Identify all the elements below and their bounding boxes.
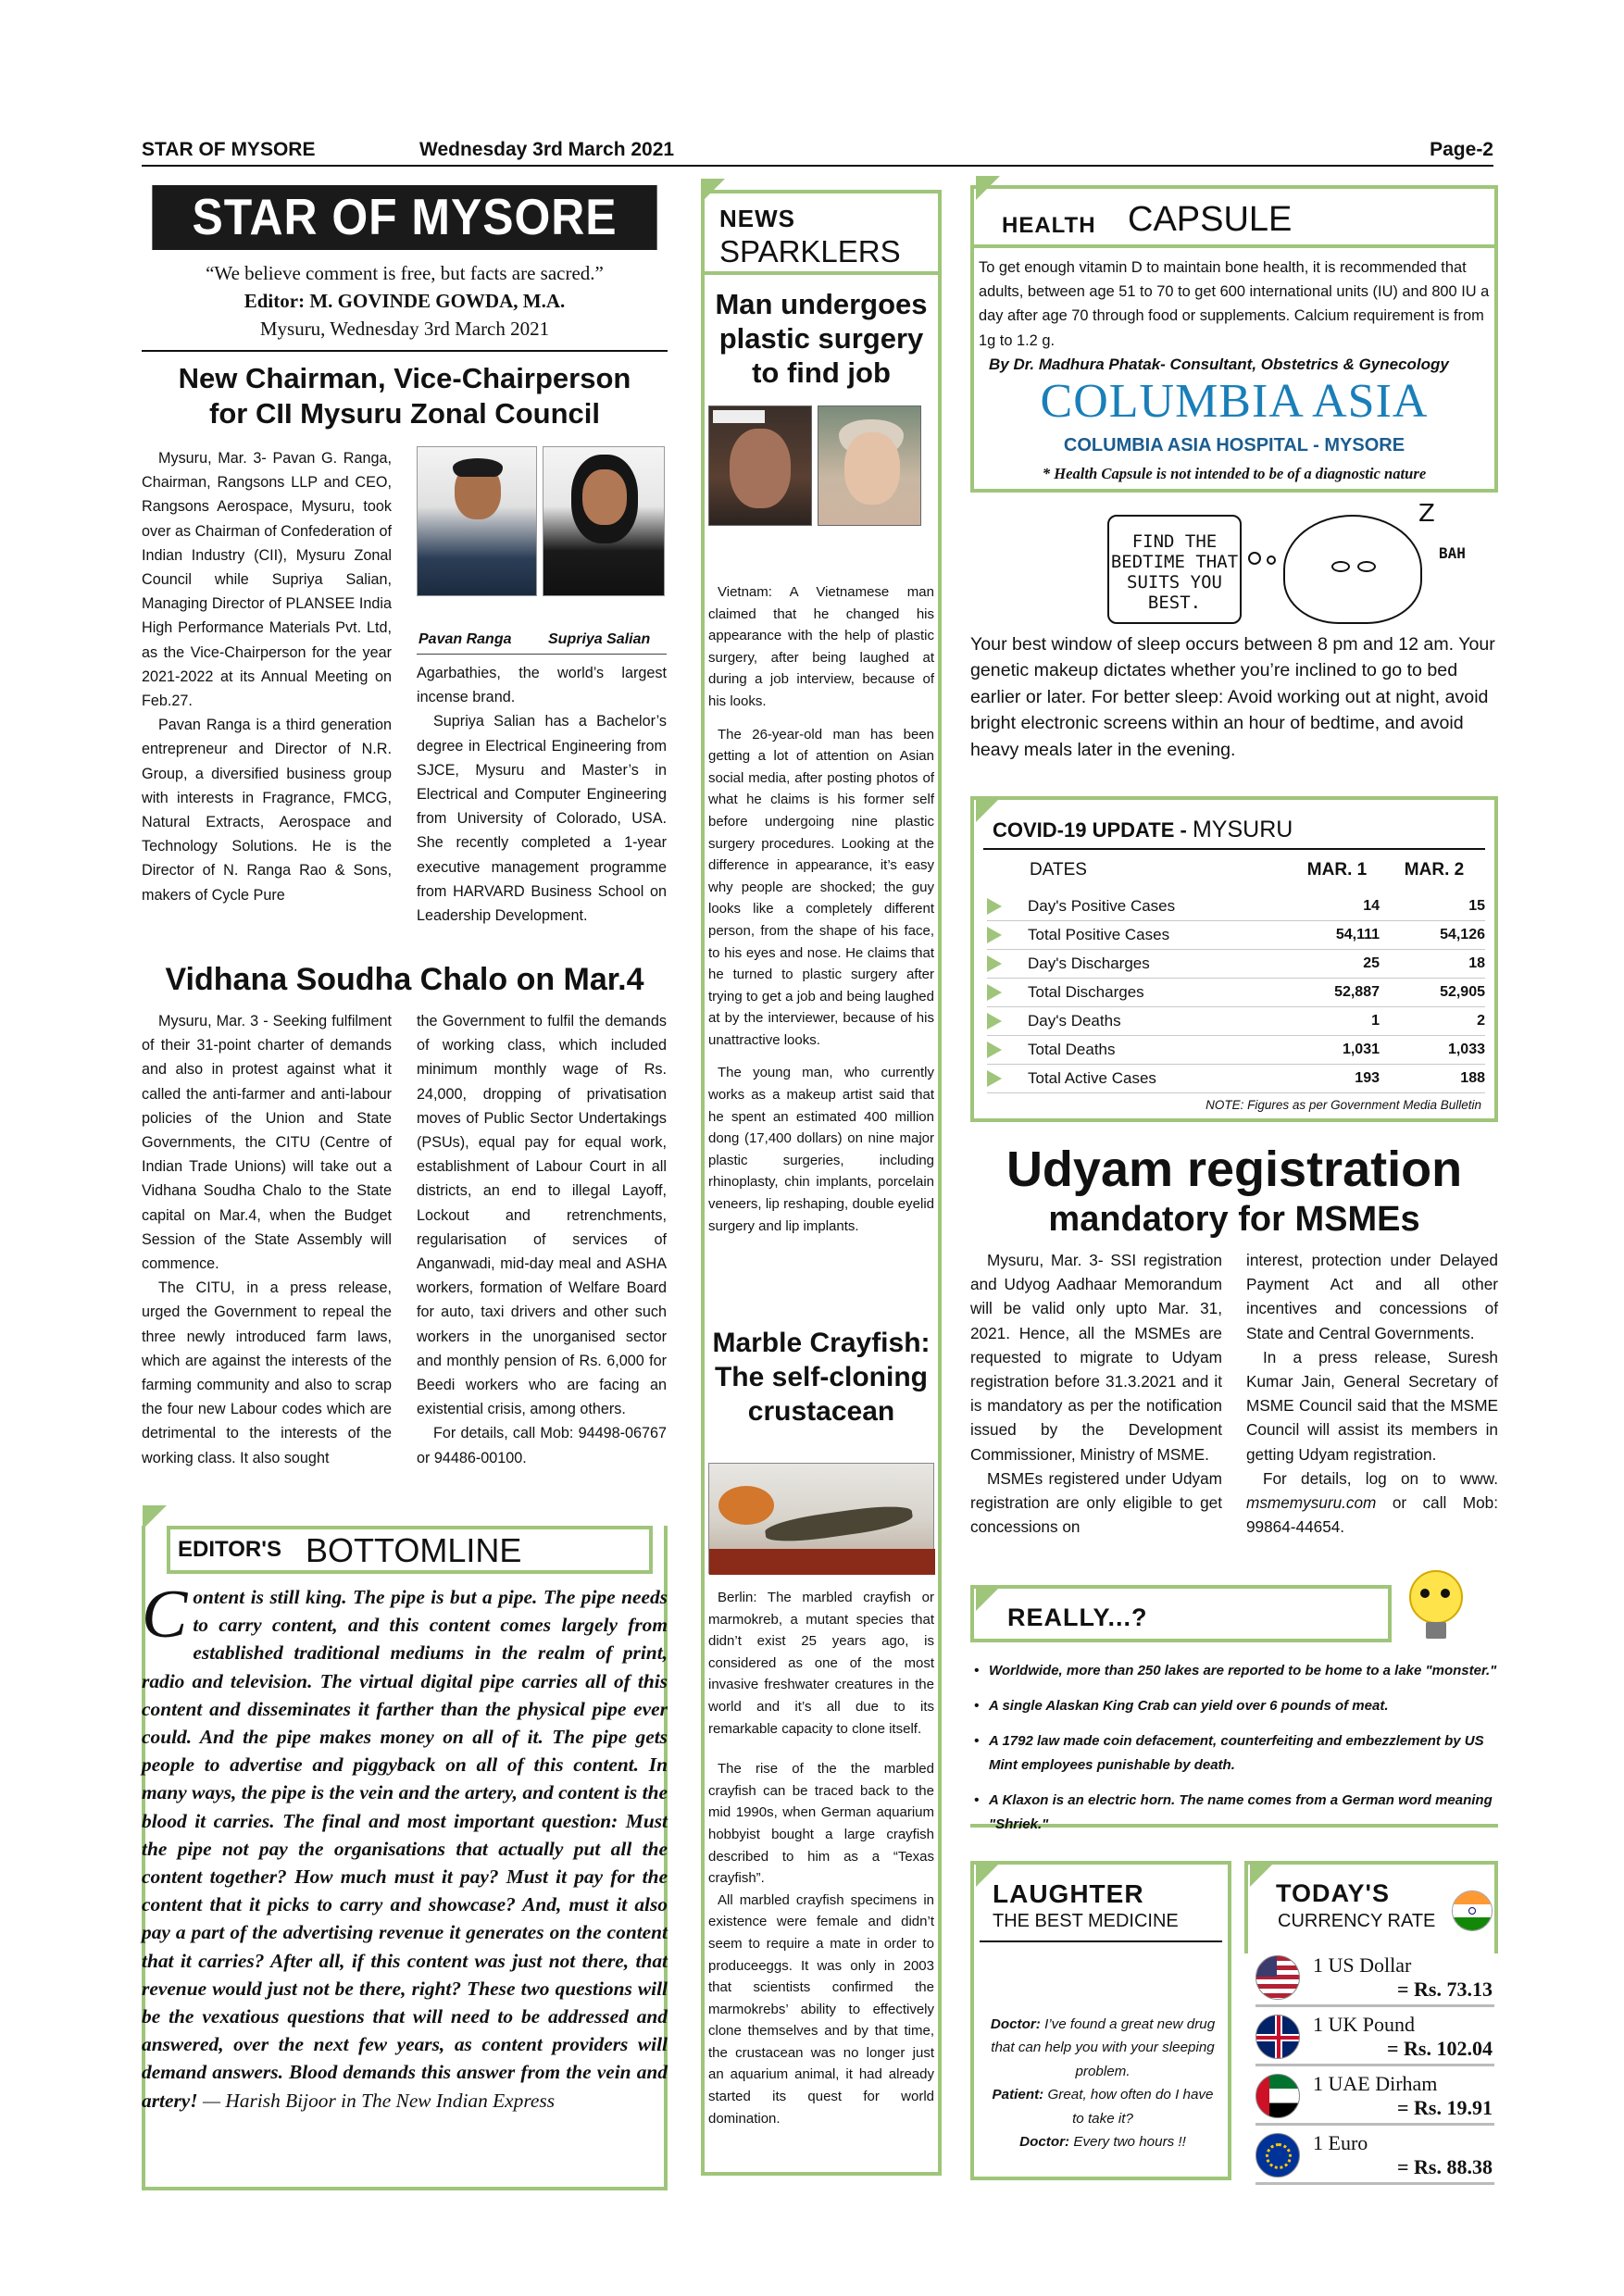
covid-value-mar2: 188 [1460, 1070, 1485, 1086]
udyam-details-text: For details, log on to www. [1263, 1468, 1498, 1488]
sparklers-a1-para-1: Vietnam: A Vietnamese man claimed that he changed his appearance with the help of plastic surgery, after being laughed at during a job interview, because of his looks. [708, 584, 934, 709]
covid-row [987, 921, 1485, 950]
page-number: Page-2 [1430, 139, 1493, 160]
vidhana-para-2: The CITU, in a press release, urged the Government to repeal the three newly introduced farm laws, which are against the interests of the farming community and also to scrap the four new Labour codes which are detrimental to the interests of the working class. It also sought [142, 1279, 392, 1466]
arrow-right-icon [987, 1042, 1002, 1058]
covid-value-mar1: 14 [1363, 898, 1380, 914]
cii-col2 [417, 661, 667, 928]
covid-value-mar2: 54,126 [1440, 927, 1485, 942]
caption-supriya: Supriya Salian [548, 631, 651, 647]
lightbulb-icon [1402, 1565, 1470, 1646]
udyam-headline-1: Udyam registration [1006, 1142, 1463, 1197]
currency-rate: = Rs. 88.38 [1397, 2155, 1493, 2178]
udyam-headline-2: mandatory for MSMEs [1048, 1200, 1420, 1239]
laughter-title: LAUGHTER [993, 1879, 1144, 1908]
cii-headline [142, 361, 668, 431]
cartoon-z: Z [1418, 500, 1435, 528]
covid-row-label: Day's Deaths [1028, 1012, 1121, 1029]
sparklers-a1-para-2: The 26-year-old man has been getting a lot of attention on Asian social media, after posting photos of what he claims is his former self before undergoing nine plastic surgery procedures. Looking at the difference in appearance, it’s easy why people are shocked; the guy looks like a completely different person, from the shape of his face, to his eyes and nose. He claims that he turned to plastic surgery after trying to get a job and being laughed at by the interviewer, because of his unattractive looks. [708, 726, 934, 1048]
currency-rate: = Rs. 73.13 [1397, 1978, 1493, 2001]
currency-row [1255, 1950, 1494, 2007]
covid-box [970, 796, 1498, 1122]
uae-flag-icon [1255, 2074, 1300, 2118]
covid-value-mar2: 15 [1468, 898, 1485, 914]
sparklers-article-1 [708, 581, 934, 1237]
sparklers-a1-para-3: The young man, who currently works as a makeup artist said that he spent an estimated 400 million dong (17,400 dollars) on nine major plastic surgeries, including rhinoplasty, chin implants, porcelain veneers, lip reshaping, double eyelid surgery and lip implants. [708, 1065, 934, 1234]
bottomline-dropcap: C [142, 1577, 188, 1653]
covid-note: NOTE: Figures as per Government Media Bulletin [1206, 1098, 1481, 1112]
masthead-motto: “We believe comment is free, but facts are sacred.” [206, 262, 604, 284]
health-label-small: HEALTH [1002, 213, 1096, 238]
laughter-box [970, 1861, 1231, 2180]
laughter-sub: THE BEST MEDICINE [993, 1911, 1179, 1931]
currency-name: 1 UAE Dirham [1313, 2072, 1438, 2095]
covid-row-label: Day's Discharges [1028, 955, 1150, 972]
currency-rate: = Rs. 102.04 [1387, 2037, 1493, 2060]
currency-name: 1 Euro [1313, 2131, 1368, 2154]
covid-row [987, 979, 1485, 1007]
vidhana-para-1: Mysuru, Mar. 3 - Seeking fulfilment of their 31-point charter of demands and also in protest against what it called the anti-farmer and anti-labour policies of the Union and State Governments, the CITU (Centre of Indian Trade Unions) will take out a Vidhana Soudha Chalo to the State capital on Mar.4, when the Budget Session of the State Assembly will commence. [142, 1013, 392, 1273]
currency-sub: CURRENCY RATE [1278, 1911, 1436, 1931]
joke-line-1: I’ve found a great new drug that can help you with your sleeping problem. [991, 2016, 1216, 2079]
covid-value-mar1: 1,031 [1342, 1042, 1380, 1057]
health-label-big: CAPSULE [1128, 200, 1293, 239]
vidhana-para-3: the Government to fulfil the demands of working class, which included minimum monthly wage of Rs. 24,000, dropping of privatisation moves of Public Sector Undertakings (PSUs), equal pay for equal work, establishment of Labour Court in all districts, an end to illegal Layoff, Lockout and retrenchments, regularisation of services of Anganwadi, mid-day meal and ASHA workers, formation of Welfare Board for auto, taxi drivers and other such workers in the unorganised sector and monthly pension of Rs. 6,000 for Beedi workers who are facing an existential crisis, among others. [417, 1013, 667, 1418]
currency-box [1244, 1861, 1498, 1953]
joke-speaker-3: Doctor: [1019, 2134, 1070, 2151]
arrow-right-icon [987, 984, 1002, 1001]
covid-row-label: Total Positive Cases [1028, 926, 1170, 943]
cii-headline-line1: New Chairman, Vice-Chairperson [178, 362, 631, 394]
covid-value-mar1: 54,111 [1335, 927, 1380, 942]
udyam-headline [970, 1141, 1498, 1241]
crayfish-photo [708, 1463, 934, 1574]
currency-row [1255, 2009, 1494, 2066]
eu-flag-icon [1255, 2133, 1300, 2177]
really-header [970, 1585, 1392, 1642]
arrow-right-icon [987, 1070, 1002, 1087]
us-flag-icon [1255, 1955, 1300, 2000]
covid-value-mar2: 18 [1468, 955, 1485, 971]
udyam-para-5 [1246, 1466, 1498, 1540]
laughter-joke [987, 2013, 1218, 2153]
health-text: To get enough vitamin D to maintain bone health, it is recommended that adults, between age 51 to 70 to get 600 international units (IU) and 800 IU a day after age 70 through food or supplements. Calcium requirement is from 1g to 1.2 g. [979, 259, 1490, 349]
hospital-name: COLUMBIA ASIA HOSPITAL - MYSORE [1063, 435, 1405, 455]
bottomline-body: ontent is still king. The pipe is but a pipe. The pipe needs to carry content, and this content comes largely from established traditional mediums in the realm of print, radio and television. The virtual digital pipe carries all of this content and disseminates it farther than the physical pipe ever could. And the pipe makes money on all of it. The pipe gets people to advertise and piggyback on all of this content. In many ways, the pipe is the vein and the artery, and content is the blood it carries. The final and most important question: Must the pipe not pay the organisations that actually put all the content together? How much must it pay? Must it pay for the content that it picks to carry and showcase? And, must it also pay a part of the advertising revenue it generates on the content that it carries? After all, if this content was just not there, that revenue would just not be there, right? These two questions will be the vexatious questions that will need to be addressed and answered, over the next few years, as content providers will demand answers. Blood demands this answer from the vein and artery! [142, 1586, 668, 2112]
cii-para-1: Mysuru, Mar. 3- Pavan G. Ranga, Chairman, Rangsons LLP and CEO, Rangsons Aerospace, Mysuru, took over as Chairman of Confederation of Indian Industry (CII), Mysuru Zonal Council while Supriya Salian, Managing Director of PLANSEE India High Performance Materials Pvt. Ltd, as the Vice-Chairperson for the year 2021-2022 at its Annual Meeting on Feb.27. [142, 450, 392, 710]
joke-line-2: Great, how often do I have to take it? [1043, 2087, 1214, 2127]
divider [417, 654, 667, 655]
sparklers-a2-para-2: The rise of the the marbled crayfish can be traced back to the mid 1990s, when German aquarium hobbyist bought a large crayfish described to him as a “Texas crayfish”. [708, 1761, 934, 1887]
paper-name: STAR OF MYSORE [142, 139, 316, 160]
covid-row [987, 1007, 1485, 1036]
really-title: REALLY...? [1007, 1603, 1148, 1631]
cii-para-2: Pavan Ranga is a third generation entrepreneur and Director of N.R. Group, a diversified business group with interests in Fragrance, FMCG, Natural Extracts, Aerospace and Technology Solutions. He is the Director of N. Ranga Rao & Sons, makers of Cycle Pure [142, 717, 392, 904]
currency-name: 1 US Dollar [1313, 1953, 1412, 1977]
arrow-right-icon [987, 898, 1002, 915]
covid-value-mar1: 193 [1355, 1070, 1380, 1086]
currency-rate: = Rs. 19.91 [1397, 2096, 1493, 2119]
sleep-cartoon [1098, 500, 1487, 628]
vidhana-para-4: For details, call Mob: 94498-06767 or 94486-00100. [417, 1425, 667, 1466]
vidhana-headline: Vidhana Soudha Chalo on Mar.4 [165, 962, 644, 997]
really-list [974, 1659, 1498, 1848]
cii-para-4: Supriya Salian has a Bachelor’s degree in Electrical Engineering from SJCE, Mysuru and Master’s in Electrical and Computer Engineering from University of Colorado, USA. She recently completed a 1-year executive management programme from HARVARD Business School on Leadership Development. [417, 713, 667, 925]
covid-header-dates: DATES [1030, 860, 1087, 880]
covid-title-bold: COVID-19 UPDATE - [993, 818, 1187, 842]
india-flag-icon [1452, 1890, 1493, 1931]
masthead-banner [152, 185, 656, 250]
sparklers-a2-para-3: All marbled crayfish specimens in existence were female and didn’t seem to require a mate in order to produceeggs. It was only in 2003 that scientists confirmed the marmokrebs’ ability to effectively clone themselves and by that time, the crustacean was no longer just an aquarium animal, it had already started its quest for world domination. [708, 1891, 934, 2127]
joke-speaker-1: Doctor: [990, 2016, 1041, 2032]
arrow-right-icon [987, 955, 1002, 972]
covid-row-label: Total Deaths [1028, 1041, 1116, 1058]
covid-value-mar2: 2 [1477, 1013, 1485, 1029]
covid-row [987, 1065, 1485, 1093]
covid-value-mar1: 52,887 [1334, 984, 1380, 1000]
covid-row-label: Total Active Cases [1028, 1069, 1156, 1087]
vidhana-col1 [142, 1009, 392, 1470]
masthead-info [142, 259, 668, 343]
sleep-text: Your best window of sleep occurs between 8 pm and 12 am. Your genetic makeup dictates whether you’re inclined to go to bed earlier or later. For better sleep: Avoid working out at night, avoid bright electronic screens within an hour of bedtime, and avoid heavy meals later in the evening. [970, 634, 1495, 760]
bottomline-label-big: BOTTOMLINE [306, 1531, 522, 1569]
covid-row [987, 892, 1485, 921]
issue-date: Wednesday 3rd March 2021 [419, 139, 675, 160]
photo-supriya [543, 446, 665, 596]
sparklers-a2-para-1: Berlin: The marbled crayfish or marmokreb, a mutant species that didn’t exist 25 years ago, is considered as one of the most invasive freshwater creatures in the world and it’s all due to its remarkable capacity to clone itself. [708, 1590, 934, 1737]
cii-headline-line2: for CII Mysuru Zonal Council [209, 397, 600, 430]
covid-title-light: MYSURU [1192, 817, 1293, 842]
masthead-editor: Editor: M. GOVINDE GOWDA, M.A. [244, 290, 566, 312]
cartoon-speech-bubble: FIND THE BEDTIME THAT SUITS YOU BEST. [1107, 515, 1242, 624]
covid-value-mar2: 52,905 [1440, 984, 1485, 1000]
bottomline-label-small: EDITOR'S [178, 1537, 281, 1562]
photo-after [818, 406, 921, 526]
sparklers-headline-1: Man undergoes plastic surgery to find job [715, 288, 928, 389]
cii-col1 [142, 446, 392, 907]
udyam-col2 [1246, 1248, 1498, 1539]
udyam-phone-text: or call Mob: 99864-44654. [1246, 1493, 1498, 1537]
cii-para-3: Agarbathies, the world’s largest incense brand. [417, 665, 667, 706]
joke-line-3: Every two hours !! [1069, 2134, 1186, 2151]
really-item: • Worldwide, more than 250 lakes are reported to be home to a lake "monster." [974, 1659, 1498, 1683]
udyam-para-1: Mysuru, Mar. 3- SSI registration and Udyog Aadhaar Memorandum will be valid only upto Mar. 31, 2021. Hence, all the MSMEs are requested to migrate to Udyam registration before 31.3.2021 and it is mandatory as per the notification issued by the Development Commissioner, Ministry of MSME. [970, 1251, 1222, 1464]
covid-header-mar1: MAR. 1 [1306, 860, 1368, 880]
really-item: • A Klaxon is an electric horn. The name comes from a German word meaning "Shriek." [974, 1789, 1498, 1837]
covid-rows [987, 892, 1485, 1093]
udyam-para-4: In a press release, Suresh Kumar Jain, General Secretary of MSME Council said that the MSME Council will assist its members in getting Udyam registration. [1246, 1347, 1498, 1464]
covid-header-mar2: MAR. 2 [1404, 860, 1465, 880]
uk-flag-icon [1255, 2015, 1300, 2059]
currency-list [1244, 1950, 1498, 2187]
sparklers-article-2 [708, 1587, 934, 2129]
really-item: • A 1792 law made coin defacement, counterfeiting and embezzlement by US Mint employees punishable by death. [974, 1729, 1498, 1778]
currency-row [1255, 2068, 1494, 2126]
covid-value-mar1: 25 [1363, 955, 1380, 971]
health-note: * Health Capsule is not intended to be of a diagnostic nature [1042, 465, 1427, 482]
caption-pavan: Pavan Ranga [418, 631, 512, 647]
covid-title [993, 817, 1293, 843]
sparklers-header [701, 190, 942, 275]
sparklers-label-small: NEWS [719, 205, 795, 232]
arrow-right-icon [987, 1013, 1002, 1029]
health-byline: By Dr. Madhura Phatak- Consultant, Obstetrics & Gynecology [989, 356, 1449, 373]
bottomline-label-box [167, 1526, 653, 1574]
covid-header-row [983, 854, 1485, 887]
health-header [970, 185, 1498, 248]
vidhana-col2 [417, 1009, 667, 1470]
covid-value-mar2: 1,033 [1447, 1042, 1485, 1057]
covid-row-label: Total Discharges [1028, 983, 1144, 1001]
currency-row [1255, 2128, 1494, 2185]
udyam-para-2: MSMEs registered under Udyam registration are only eligible to get concessions on [970, 1468, 1222, 1537]
covid-row [987, 1036, 1485, 1065]
bottomline-text [142, 1577, 668, 2115]
columbia-logo: COLUMBIA ASIA [1040, 375, 1429, 428]
photo-before [708, 406, 812, 526]
divider [142, 350, 668, 352]
top-bar [142, 139, 1493, 167]
udyam-para-3: interest, protection under Delayed Payment Act and all other incentives and concessions of State and Central Governments. [1246, 1251, 1498, 1342]
udyam-col1 [970, 1248, 1222, 1539]
covid-row [987, 950, 1485, 979]
covid-value-mar1: 1 [1371, 1013, 1380, 1029]
masthead-title: STAR OF MYSORE [192, 189, 618, 246]
covid-row-label: Day's Positive Cases [1028, 897, 1176, 915]
udyam-website[interactable]: msmemysuru.com [1246, 1493, 1377, 1513]
masthead-dateline: Mysuru, Wednesday 3rd March 2021 [259, 318, 550, 340]
bottomline-credit: — Harish Bijoor in The New Indian Express [202, 2089, 556, 2112]
really-item: • A single Alaskan King Crab can yield over 6 pounds of meat. [974, 1694, 1498, 1718]
photo-pavan [417, 446, 537, 596]
joke-speaker-2: Patient: [992, 2087, 1044, 2103]
currency-title: TODAY'S [1276, 1879, 1390, 1907]
cartoon-bah: BAH [1439, 544, 1466, 562]
sparklers-label-big: SPARKLERS [719, 234, 901, 268]
sparklers-headline-2: Marble Crayfish: The self-cloning crustacean [712, 1328, 931, 1427]
currency-name: 1 UK Pound [1313, 2013, 1416, 2036]
arrow-right-icon [987, 927, 1002, 943]
